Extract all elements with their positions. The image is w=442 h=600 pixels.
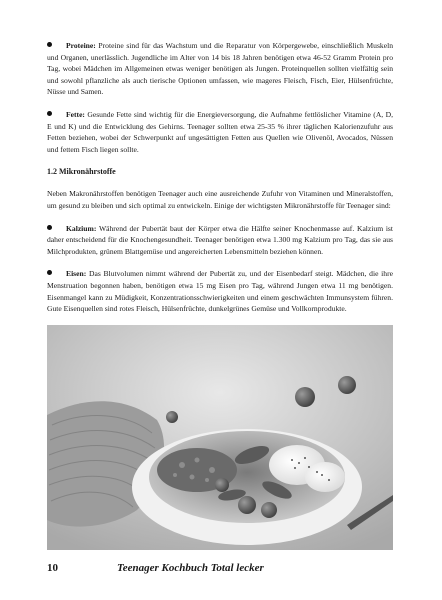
food-photo bbox=[47, 325, 393, 550]
section-heading: 1.2 Mikronährstoffe bbox=[47, 167, 116, 177]
text-fette: Gesunde Fette sind wichtig für die Energieversorgung, die Aufnahme fettlöslicher Vitamine (A, D, E und K) und die Entwicklung des Gehirns. Teenager sollten etwa 25-35 % ihrer täglichen Kalorienzufuhr aus Fetten beziehen, wobei der Schwerpunkt auf ungesättigten Fetten aus Quellen wie Olivenöl, Avocados, Nüssen und fettem Fisch liegen sollte. bbox=[47, 109, 393, 154]
page-content bbox=[47, 40, 393, 326]
bullet-icon bbox=[47, 42, 52, 47]
term-proteine: Proteine: bbox=[66, 41, 96, 50]
term-fette: Fette: bbox=[66, 109, 85, 119]
paragraph-kalzium bbox=[47, 223, 393, 258]
term-kalzium: Kalzium: bbox=[66, 223, 97, 233]
bullet-icon bbox=[47, 225, 52, 230]
paragraph-eisen bbox=[47, 268, 393, 314]
text-eisen: Das Blutvolumen nimmt während der Pubertät zu, und der Eisenbedarf steigt. Mädchen, die ihre Menstruation begonnen haben, benötigen etwa 15 mg Eisen pro Tag, während Jungen etwa 11 mg benötigen. Eisenmangel kann zu Müdigkeit, Konzentrationsschwierigkeiten und einem geschwächten Immunsystem führen. Gute Eisenquellen sind rotes Fleisch, Hülsenfrüchte, dunkelgrünes Gemüse und Vollkornprodukte. bbox=[47, 269, 393, 314]
page-footer bbox=[47, 560, 393, 580]
text-kalzium: Während der Pubertät baut der Körper etwa die Hälfte seiner Knochenmasse auf. Kalzium ist daher entscheidend für die Knochengesundheit. Teenager benötigen etwa 1.300 mg Kalzium pro Tag, das sie aus Milchprodukten, grünem Blattgemüse und angereicherten Lebensmitteln beziehen können. bbox=[47, 223, 393, 256]
paragraph-proteine bbox=[47, 40, 393, 98]
intro-paragraph: Neben Makronährstoffen benötigen Teenager auch eine ausreichende Zufuhr von Vitaminen und Mineralstoffen, um gesund zu bleiben und sich optimal zu entwickeln. Einige der wichtigsten Mikronährstoffe für Teenager sind: bbox=[47, 189, 393, 210]
page-number: 10 bbox=[47, 562, 58, 574]
bullet-icon bbox=[47, 270, 52, 275]
term-eisen: Eisen: bbox=[66, 269, 87, 279]
book-title: Teenager Kochbuch Total lecker bbox=[117, 562, 264, 574]
paragraph-fette bbox=[47, 109, 393, 155]
text-proteine: Proteine sind für das Wachstum und die Reparatur von Körpergewebe, einschließlich Muskeln und Organen, unerlässlich. Jugendliche im Alter von 14 bis 18 Jahren benötigen etwa 46-52 Gramm Protein pro Tag, wobei Mädchen im Allgemeinen etwas weniger benötigen als Jungen. Proteinquellen sollten vielfältig sein und sowohl pflanzliche als auch tierische Optionen umfassen, wie mageres Fleisch, Fisch, Eier, Hülsenfrüchte, Nüsse und Samen. bbox=[47, 41, 393, 97]
bullet-icon bbox=[47, 111, 52, 116]
